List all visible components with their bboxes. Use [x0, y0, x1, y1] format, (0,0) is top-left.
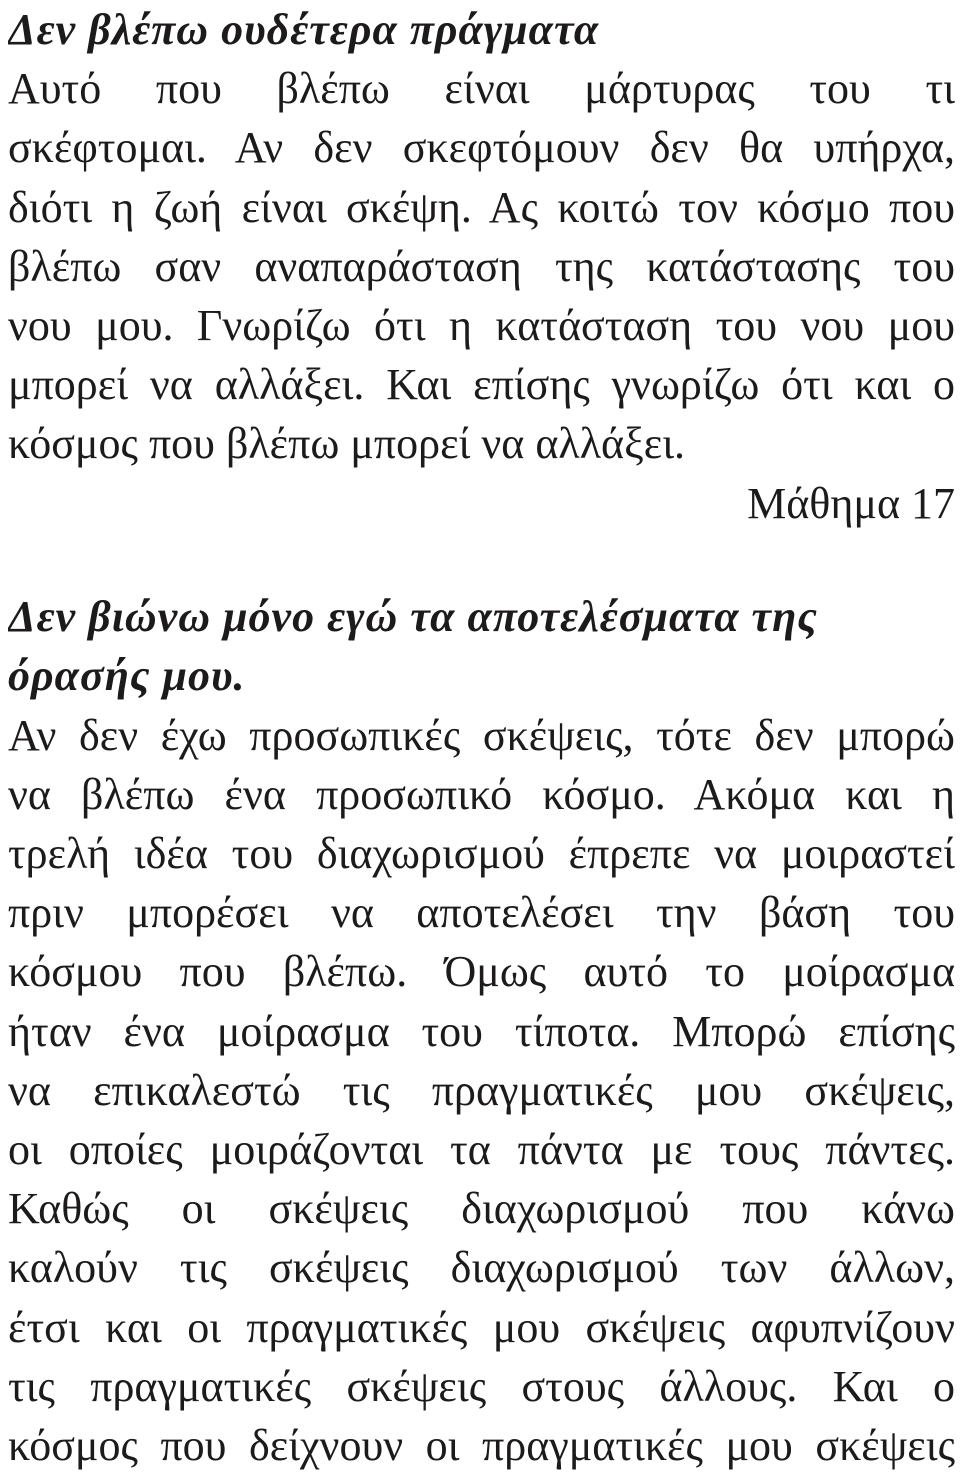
body-text-line: να βλέπω ένα προσωπικό κόσμο. Ακόμα και η [8, 769, 955, 819]
body-text-line: να επικαλεστώ τις πραγματικές μου σκέψεις, [8, 1065, 955, 1115]
section-title: όρασής μου. [8, 651, 246, 701]
body-text-line: έτσι και οι πραγματικές μου σκέψεις αφυπνίζουν [8, 1302, 955, 1352]
body-text-line: Αυτό που βλέπω είναι μάρτυρας του τι [8, 64, 955, 114]
body-text-line: μπορεί να αλλάξει. Και επίσης γνωρίζω ότι και ο [8, 360, 955, 410]
body-text-line: οι οποίες μοιράζονται τα πάντα με τους πάντες. [8, 1124, 955, 1174]
section-vision-results [8, 587, 955, 1475]
section-title: Δεν βλέπω ουδέτερα πράγματα [8, 5, 600, 54]
body-text-line: καλούν τις σκέψεις διαχωρισμού των άλλων, [8, 1243, 955, 1293]
body-text-line: Καθώς οι σκέψεις διαχωρισμού που κάνω [8, 1184, 955, 1234]
body-text-line: διότι η ζωή είναι σκέψη. Ας κοιτώ τον κόσμο που [8, 182, 955, 232]
body-text-line: κόσμος που βλέπω μπορεί να αλλάξει. [8, 419, 686, 469]
body-text-line: τις πραγματικές σκέψεις στους άλλους. Και ο [8, 1361, 955, 1411]
document-page [8, 0, 955, 1475]
body-text-line: βλέπω σαν αναπαράσταση της κατάστασης του [8, 241, 955, 291]
body-text-line: πριν μπορέσει να αποτελέσει την βάση του [8, 888, 955, 938]
body-text-line: Αν δεν έχω προσωπικές σκέψεις, τότε δεν μπορώ [8, 710, 955, 760]
body-text-line: τρελή ιδέα του διαχωρισμού έπρεπε να μοιραστεί [8, 829, 955, 879]
section-title: Δεν βιώνω μόνο εγώ τα αποτελέσματα της [8, 592, 818, 642]
body-text-line: κόσμος που δείχνουν οι πραγματικές μου σκέψεις [8, 1420, 955, 1470]
lesson-reference: Μάθημα 17 [747, 478, 955, 528]
body-text-line: ήταν ένα μοίρασμα του τίποτα. Μπορώ επίσης [8, 1006, 955, 1056]
body-text-line: νου μου. Γνωρίζω ότι η κατάσταση του νου μου [8, 300, 955, 350]
section-lesson-17 [8, 0, 955, 533]
body-text-line: κόσμου που βλέπω. Όμως αυτό το μοίρασμα [8, 947, 955, 997]
body-text-line: σκέφτομαι. Αν δεν σκεφτόμουν δεν θα υπήρχα, [8, 123, 955, 173]
